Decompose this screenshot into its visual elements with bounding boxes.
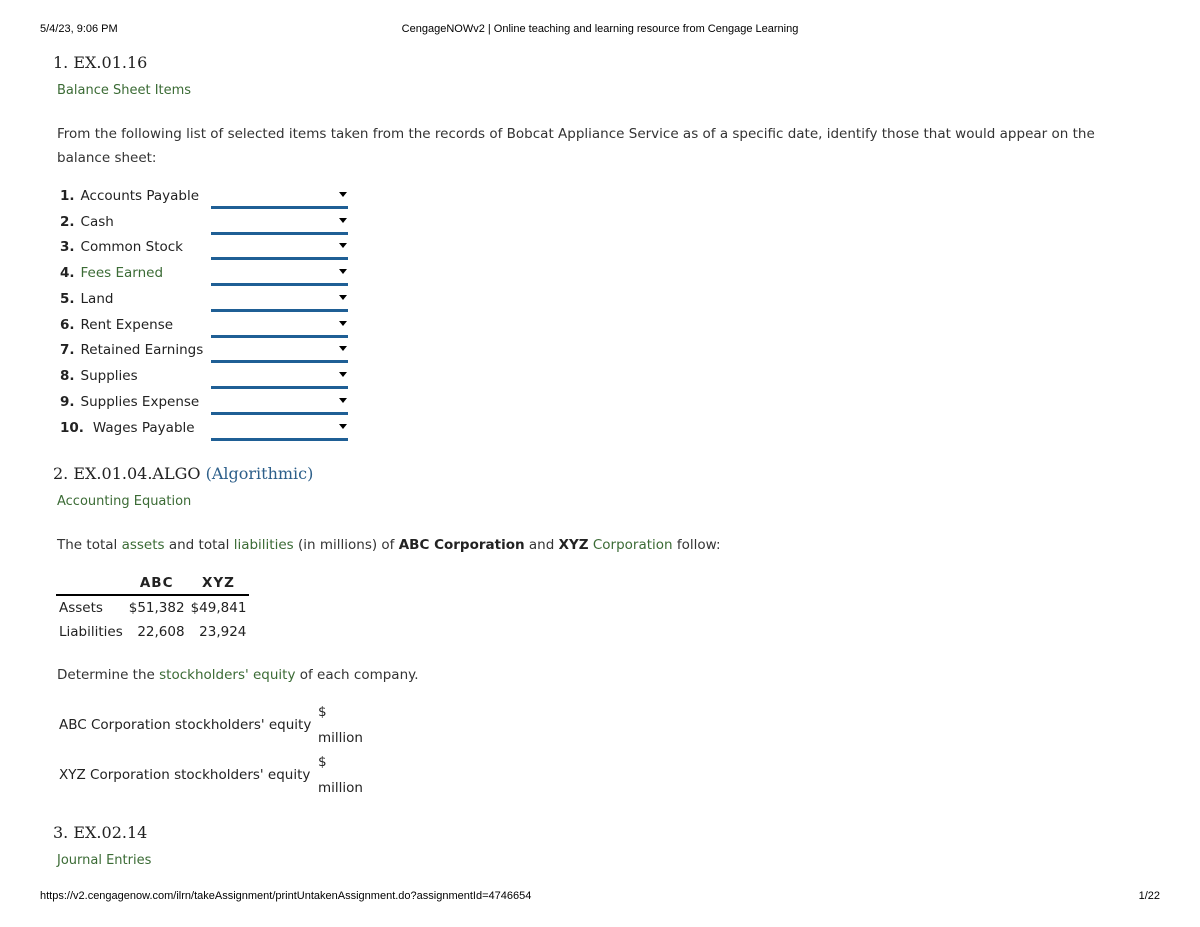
prompt-text: and (524, 537, 559, 553)
print-footer (40, 890, 1160, 904)
item-number: 1. (60, 188, 75, 204)
balance-item-row (60, 368, 360, 390)
abc-equity-currency: $ (318, 704, 327, 720)
dropdown-caret-icon (339, 269, 347, 274)
item-number: 6. (60, 317, 75, 333)
print-title: CengageNOWv2 | Online teaching and learning resource from Cengage Learning (401, 23, 799, 35)
company-xyz: XYZ (558, 537, 589, 553)
print-header (40, 23, 1160, 37)
dropdown-caret-icon (339, 424, 347, 429)
item-2-dropdown[interactable] (211, 214, 348, 235)
balance-item-row (60, 394, 360, 416)
item-6-dropdown[interactable] (211, 317, 348, 338)
item-9-dropdown[interactable] (211, 394, 348, 415)
table-header: ABC (126, 572, 188, 595)
prompt-text: and total (164, 537, 234, 553)
table-row (56, 620, 249, 644)
item-4-dropdown[interactable] (211, 265, 348, 286)
question-3-title: 3. EX.02.14 (53, 823, 148, 842)
item-7-dropdown[interactable] (211, 342, 348, 363)
balance-item-row (60, 214, 360, 236)
item-number: 4. (60, 265, 75, 281)
xyz-equity-unit: million (318, 780, 363, 796)
term-assets[interactable]: assets (121, 537, 165, 553)
table-header (56, 572, 126, 595)
table-cell: Assets (59, 600, 103, 616)
item-number: 7. (60, 342, 75, 358)
item-5-dropdown[interactable] (211, 291, 348, 312)
balance-item-row (60, 342, 360, 364)
prompt-text: (in millions) of (293, 537, 399, 553)
question-2-subtitle: Accounting Equation (57, 494, 192, 509)
dropdown-caret-icon (339, 295, 347, 300)
determine-text: of each company. (295, 667, 419, 683)
question-1-title: 1. EX.01.16 (53, 53, 148, 72)
prompt-text: follow: (672, 537, 721, 553)
dropdown-caret-icon (339, 218, 347, 223)
table-cell: 22,608 (137, 624, 185, 640)
table-cell: 23,924 (199, 624, 247, 640)
question-1-subtitle: Balance Sheet Items (57, 83, 192, 98)
table-header: XYZ (188, 572, 250, 595)
balance-item-row (60, 317, 360, 339)
prompt-text: The total (57, 537, 122, 553)
item-number: 3. (60, 239, 75, 255)
question-2-title (53, 464, 313, 483)
assets-liabilities-table (56, 572, 249, 644)
item-label: Retained Earnings (80, 342, 204, 358)
balance-item-row (60, 291, 360, 313)
balance-item-row (60, 265, 360, 287)
item-10-dropdown[interactable] (211, 420, 348, 441)
item-3-dropdown[interactable] (211, 239, 348, 260)
question-3-subtitle: Journal Entries (57, 853, 152, 868)
item-number: 9. (60, 394, 75, 410)
item-label: Supplies Expense (80, 394, 200, 410)
term-stockholders-equity[interactable]: stockholders' equity (159, 667, 296, 683)
xyz-equity-label: XYZ Corporation stockholders' equity (59, 767, 311, 783)
question-2-algorithmic-tag: (Algorithmic) (205, 464, 314, 483)
question-1-prompt: From the following list of selected items taken from the records of Bobcat Appliance Service as of a specific date, identify those that would appear on the balance sheet: (57, 126, 1095, 166)
company-abc: ABC Corporation (398, 537, 525, 553)
item-label: Wages Payable (92, 420, 195, 436)
dropdown-caret-icon (339, 346, 347, 351)
xyz-equity-currency: $ (318, 754, 327, 770)
table-cell: Liabilities (59, 624, 123, 640)
item-label: Fees Earned (80, 265, 164, 281)
item-label: Land (80, 291, 114, 307)
abc-equity-label: ABC Corporation stockholders' equity (59, 717, 312, 733)
dropdown-caret-icon (339, 243, 347, 248)
item-number: 8. (60, 368, 75, 384)
balance-item-row (60, 188, 360, 210)
item-8-dropdown[interactable] (211, 368, 348, 389)
dropdown-caret-icon (339, 321, 347, 326)
table-row (56, 595, 249, 620)
term-corporation[interactable]: Corporation (592, 537, 673, 553)
term-liabilities[interactable]: liabilities (233, 537, 294, 553)
item-number: 5. (60, 291, 75, 307)
table-header-row (56, 572, 249, 595)
dropdown-caret-icon (339, 192, 347, 197)
balance-item-row (60, 420, 360, 442)
print-url: https://v2.cengagenow.com/ilrn/takeAssignment/printUntakenAssignment.do?assignmentId=4746654 (40, 890, 532, 902)
item-label: Rent Expense (80, 317, 174, 333)
determine-text: Determine the (57, 667, 160, 683)
item-label: Accounts Payable (80, 188, 200, 204)
print-datetime: 5/4/23, 9:06 PM (40, 23, 118, 35)
item-number: 2. (60, 214, 75, 230)
dropdown-caret-icon (339, 398, 347, 403)
table-cell: $49,841 (190, 600, 247, 616)
question-2-prompt (57, 533, 721, 557)
balance-item-row (60, 239, 360, 261)
dropdown-caret-icon (339, 372, 347, 377)
item-number: 10. (60, 420, 84, 436)
item-1-dropdown[interactable] (211, 188, 348, 209)
item-label: Cash (80, 214, 114, 230)
table-cell: $51,382 (128, 600, 185, 616)
item-label: Supplies (80, 368, 138, 384)
print-page-number: 1/22 (1138, 890, 1160, 902)
abc-equity-unit: million (318, 730, 363, 746)
item-label: Common Stock (80, 239, 183, 255)
question-2-title-main: 2. EX.01.04.ALGO (53, 464, 201, 483)
question-2-determine (57, 663, 418, 687)
